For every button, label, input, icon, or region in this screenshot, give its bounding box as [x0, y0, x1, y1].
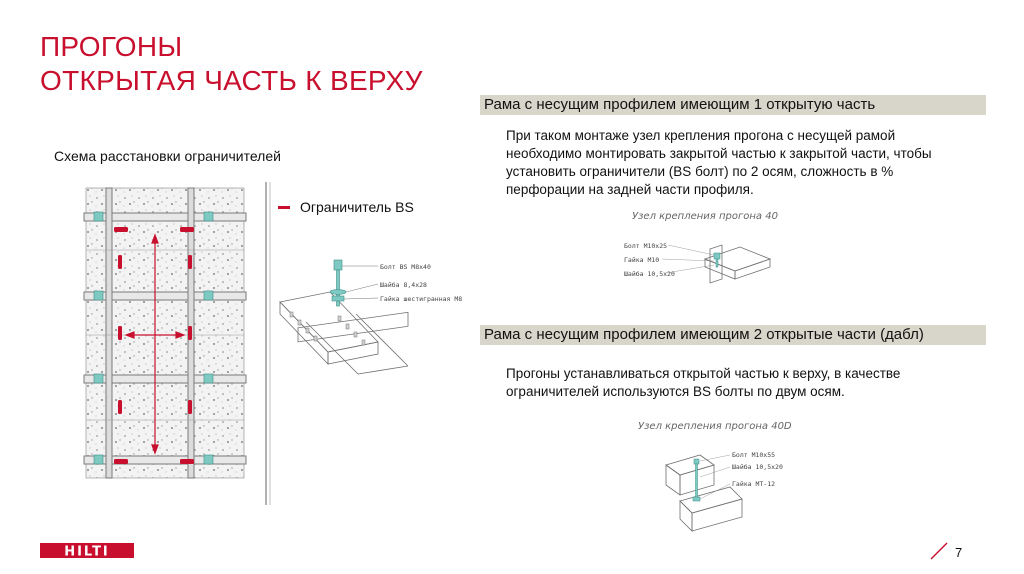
scheme-title: Схема расстановки ограничителей	[54, 148, 281, 164]
section1-drawing	[610, 207, 780, 287]
section1-drawing-title: Узел крепления прогона 40	[632, 211, 778, 222]
bolt-bs	[330, 260, 346, 306]
fixing-clip	[204, 291, 213, 300]
section1-heading: Рама с несущим профилем имеющим 1 открытую часть	[480, 95, 986, 115]
section1-text: При таком монтаже узел крепления прогона с несущей рамой необходимо монтировать закрытой частью к закрытой части, чтобы установить ограничители (BS болт) по 2 осям, сложность в % перфорации на задней части профиля.	[506, 128, 932, 197]
restrainer-bs	[188, 326, 192, 340]
restrainer-bs	[188, 400, 192, 414]
fixing-clip	[204, 374, 213, 383]
restrainer-bs	[114, 227, 128, 232]
fixing-clip	[94, 291, 103, 300]
legend-swatch	[278, 206, 290, 209]
detail1-label-washer: Шайба 8,4x28	[380, 281, 427, 289]
page-number: 7	[955, 545, 963, 560]
section1-label-washer: Шайба 10,5х20	[624, 270, 675, 278]
slide-title	[40, 30, 423, 98]
fixing-clip	[94, 212, 103, 221]
hilti-logo	[40, 543, 134, 558]
bolt-detail-drawing	[268, 252, 483, 392]
section2-text: Прогоны устанавливаться открытой частью к верху, в качестве ограничителей используются BS болты по двум осям.	[506, 366, 901, 399]
restrainer-bs	[118, 255, 122, 269]
fixing-clip	[204, 212, 213, 221]
restrainer-layout-scheme	[80, 180, 275, 505]
legend-label: Ограничитель BS	[300, 199, 414, 215]
restrainer-bs	[114, 459, 128, 464]
section1-label-nut: Гайка М10	[624, 256, 660, 264]
restrainer-bs	[118, 326, 122, 340]
fixing-clip	[94, 455, 103, 464]
section2-heading: Рама с несущим профилем имеющим 2 открытые части (дабл)	[480, 325, 986, 345]
hilti-logo-text: HILTI	[64, 544, 110, 558]
section2-label-bolt: Болт М10х55	[732, 451, 776, 459]
section2-label-nut: Гайка МТ-12	[732, 480, 776, 488]
slash-mark-icon	[928, 540, 950, 562]
restrainer-bs	[180, 227, 194, 232]
slide-title-line1: ПРОГОНЫ	[40, 31, 183, 62]
detail1-label-nut: Гайка шестигранная M8	[380, 295, 463, 303]
section1-label-bolt: Болт М10х25	[624, 242, 668, 250]
section2-drawing-title: Узел крепления прогона 40D	[638, 421, 792, 432]
legend-item	[278, 199, 414, 215]
fixing-clip	[94, 374, 103, 383]
detail1-label-bolt: Болт BS M8x40	[380, 263, 431, 271]
frame-post	[106, 188, 112, 478]
section2-label-washer: Шайба 10,5х20	[732, 463, 783, 471]
fixing-clip	[204, 455, 213, 464]
restrainer-bs	[188, 255, 192, 269]
slide-title-line2: ОТКРЫТАЯ ЧАСТЬ К ВЕРХУ	[40, 65, 423, 96]
restrainer-bs	[118, 400, 122, 414]
section2-drawing	[630, 415, 810, 540]
restrainer-bs	[180, 459, 194, 464]
